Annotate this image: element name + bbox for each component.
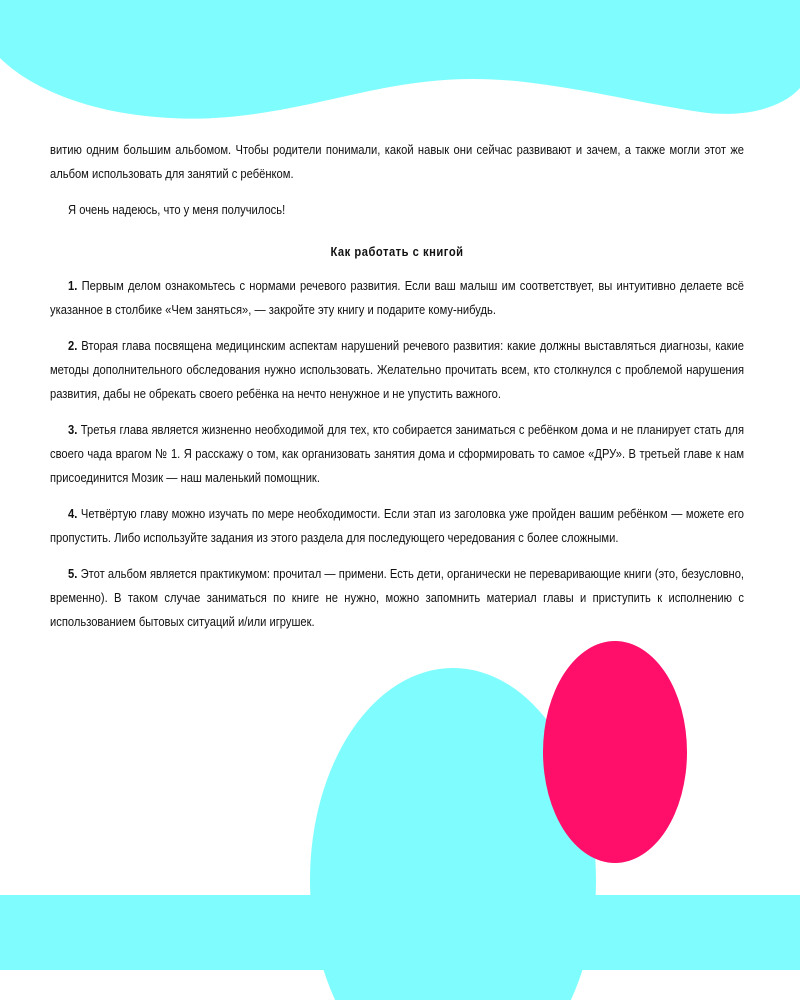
- item-number: 2.: [68, 338, 78, 353]
- item-number: 1.: [68, 278, 78, 293]
- item-text: Четвёртую главу можно изучать по мере необходимости. Если этап из заголовка уже пройден вашим ребёнком — можете его пропустить. Либо используйте задания из этого раздела для последующего чередования с более сложными.: [50, 506, 745, 545]
- item-text: Третья глава является жизненно необходимой для тех, кто собирается заниматься с ребёнком дома и не планирует стать для своего чада врагом № 1. Я расскажу о том, как организовать занятия дома и сформировать то самое «ДРУ». В третьей главе к нам присоединится Мозик — наш маленький помощник.: [50, 422, 745, 485]
- item-number: 4.: [68, 506, 78, 521]
- instruction-item-4: [50, 502, 744, 550]
- instruction-item-5: [50, 562, 744, 634]
- item-text: Этот альбом является практикумом: прочитал — примени. Есть дети, органически не переваривающие книги (это, безусловно, временно). В таком случае заниматься по книге не нужно, можно запомнить материал главы и приступить к исполнению с использованием бытовых ситуаций и/или игрушек.: [50, 566, 745, 629]
- instruction-item-1: [50, 274, 744, 322]
- section-heading: Как работать с книгой: [330, 244, 464, 259]
- item-number: 5.: [68, 566, 78, 581]
- item-text: Первым делом ознакомьтесь с нормами речевого развития. Если ваш малыш им соответствует, вы интуитивно делаете всё указанное в столбике «Чем заняться», — закройте эту книгу и подарите кому-нибудь.: [50, 278, 745, 317]
- pink-oval-shape: [543, 641, 687, 863]
- instruction-item-3: [50, 418, 744, 490]
- top-wave-shape: [0, 0, 800, 119]
- page-text: [50, 138, 744, 646]
- item-text: Вторая глава посвящена медицинским аспектам нарушений речевого развития: какие должны выставляться диагнозы, какие методы дополнительного обследования нужно использовать. Желательно прочитать всем, кто столкнулся с проблемой нарушения развития, дабы не обрекать своего ребёнка на нечто ненужное и не упустить важного.: [50, 338, 745, 401]
- item-number: 3.: [68, 422, 78, 437]
- instruction-item-2: [50, 334, 744, 406]
- intro-hope-paragraph: Я очень надеюсь, что у меня получилось!: [68, 202, 286, 217]
- intro-continuation-paragraph: витию одним большим альбомом. Чтобы родители понимали, какой навык они сейчас развивают и зачем, а также могли этот же альбом использовать для занятий с ребёнком.: [50, 142, 745, 181]
